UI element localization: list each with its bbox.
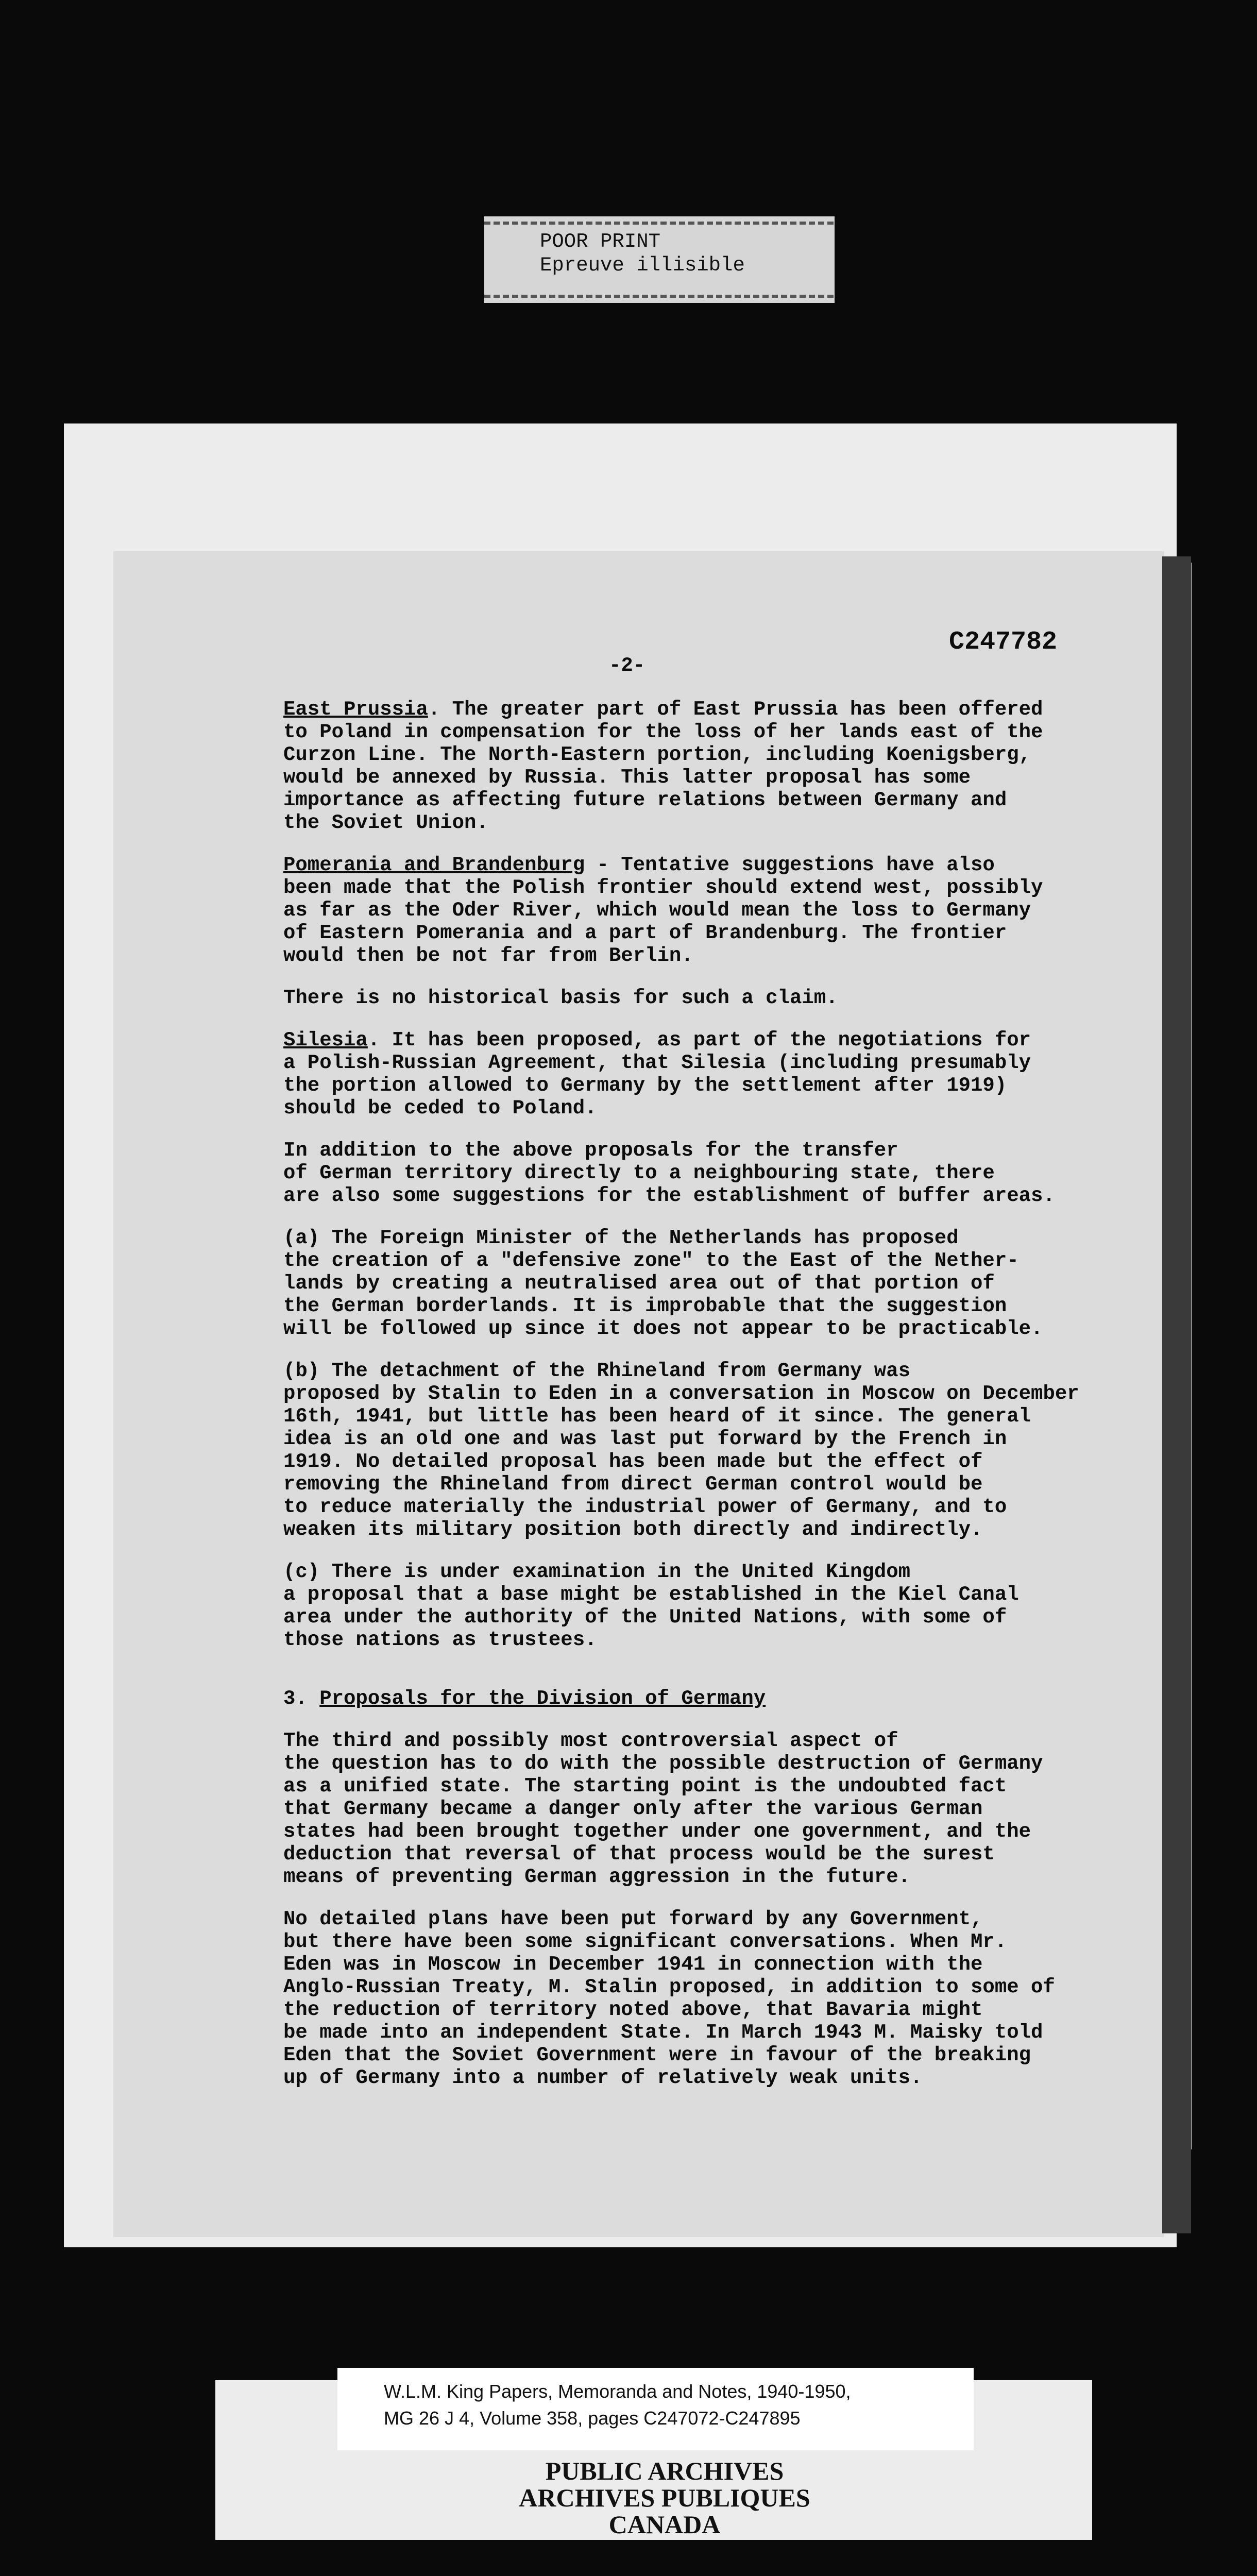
- section-title: Proposals for the Division of Germany: [319, 1687, 766, 1710]
- dashed-rule-bottom: [484, 295, 835, 298]
- archives-line1: PUBLIC ARCHIVES: [545, 2456, 784, 2485]
- paragraph-buffer-areas: In addition to the above proposals for the transfer of German territory directly to a neighbouring state, there are also some suggestions for the establishment of buffer areas.: [283, 1139, 1055, 1207]
- paragraph-silesia: Silesia. It has been proposed, as part of the negotiations for a Polish-Russian Agreement, that Silesia (including presumably the portion allowed to Germany by the settlement after 1919) should be ceded to Poland.: [283, 1029, 1031, 1120]
- paragraph-conversations: No detailed plans have been put forward by any Government, but there have been some significant conversations. When Mr. Eden was in Moscow in December 1941 in connection with the Anglo-Russian Treaty, M. Stalin proposed, in addition to some of the reduction of territory noted above, that Bavaria might be made into an independent State. In March 1943 M. Maisky told Eden that the Soviet Government were in favour of the breaking up of Germany into a number of relatively weak units.: [283, 1908, 1055, 2089]
- reference-number: C247782: [949, 628, 1058, 657]
- paragraph-historical-basis: There is no historical basis for such a claim.: [283, 987, 838, 1009]
- archives-line3: CANADA: [608, 2510, 721, 2539]
- heading-silesia: Silesia: [283, 1029, 368, 1052]
- poor-print-label: [484, 216, 835, 303]
- archives-stamp: [453, 2458, 876, 2538]
- body-text: [283, 698, 1211, 2109]
- paragraph-netherlands: (a) The Foreign Minister of the Netherlands has proposed the creation of a "defensive zone" to the East of the Nether- lands by creating a neutralised area out of that portion of the German borderlands. It is improbable that the suggestion will be followed up since it does not appear to be practicable.: [283, 1227, 1043, 1340]
- section-heading: [283, 1687, 1211, 1710]
- archive-citation: [337, 2368, 974, 2450]
- citation-line1: W.L.M. King Papers, Memoranda and Notes, 1940-1950,: [384, 2381, 851, 2402]
- paragraph-pomerania: Pomerania and Brandenburg - Tentative suggestions have also been made that the Polish frontier should extend west, possibly as far as the Oder River, which would mean the loss to Germany of Eastern Pomerania and a part of Brandenburg. The frontier would then be not far from Berlin.: [283, 854, 1043, 967]
- citation-line2: MG 26 J 4, Volume 358, pages C247072-C247895: [384, 2408, 801, 2429]
- poor-print-line2: Epreuve illisible: [540, 254, 745, 277]
- paragraph-division: The third and possibly most controversial aspect of the question has to do with the possible destruction of Germany as a unified state. The starting point is the undoubted fact that Germany became a danger only after the various German states had been brought together under one government, and the deduction that reversal of that process would be the surest means of preventing German aggression in the future.: [283, 1730, 1043, 1888]
- dashed-rule-top: [484, 222, 835, 225]
- page-number: -2-: [609, 654, 646, 677]
- section-number: 3.: [283, 1687, 308, 1710]
- archives-line2: ARCHIVES PUBLIQUES: [519, 2483, 810, 2512]
- poor-print-line1: POOR PRINT: [540, 230, 661, 253]
- paragraph-east-prussia: East Prussia. The greater part of East Prussia has been offered to Poland in compensation for the loss of her lands east of the Curzon Line. The North-Eastern portion, including Koenigsberg, would be annexed by Russia. This latter proposal has some importance as affecting future relations between Germany and the Soviet Union.: [283, 698, 1043, 834]
- heading-pomerania: Pomerania and Brandenburg: [283, 854, 585, 876]
- heading-east-prussia: East Prussia: [283, 698, 428, 721]
- paragraph-rhineland: (b) The detachment of the Rhineland from Germany was proposed by Stalin to Eden in a conversation in Moscow on December 16th, 1941, but little has been heard of it since. The general idea is an old one and was last put forward by the French in 1919. No detailed proposal has been made but the effect of removing the Rhineland from direct German control would be to reduce materially the industrial power of Germany, and to weaken its military position both directly and indirectly.: [283, 1360, 1079, 1541]
- document-page: [113, 551, 1164, 2237]
- paragraph-kiel-canal: (c) There is under examination in the United Kingdom a proposal that a base might be established in the Kiel Canal area under the authority of the United Nations, with some of those nations as trustees.: [283, 1561, 1019, 1651]
